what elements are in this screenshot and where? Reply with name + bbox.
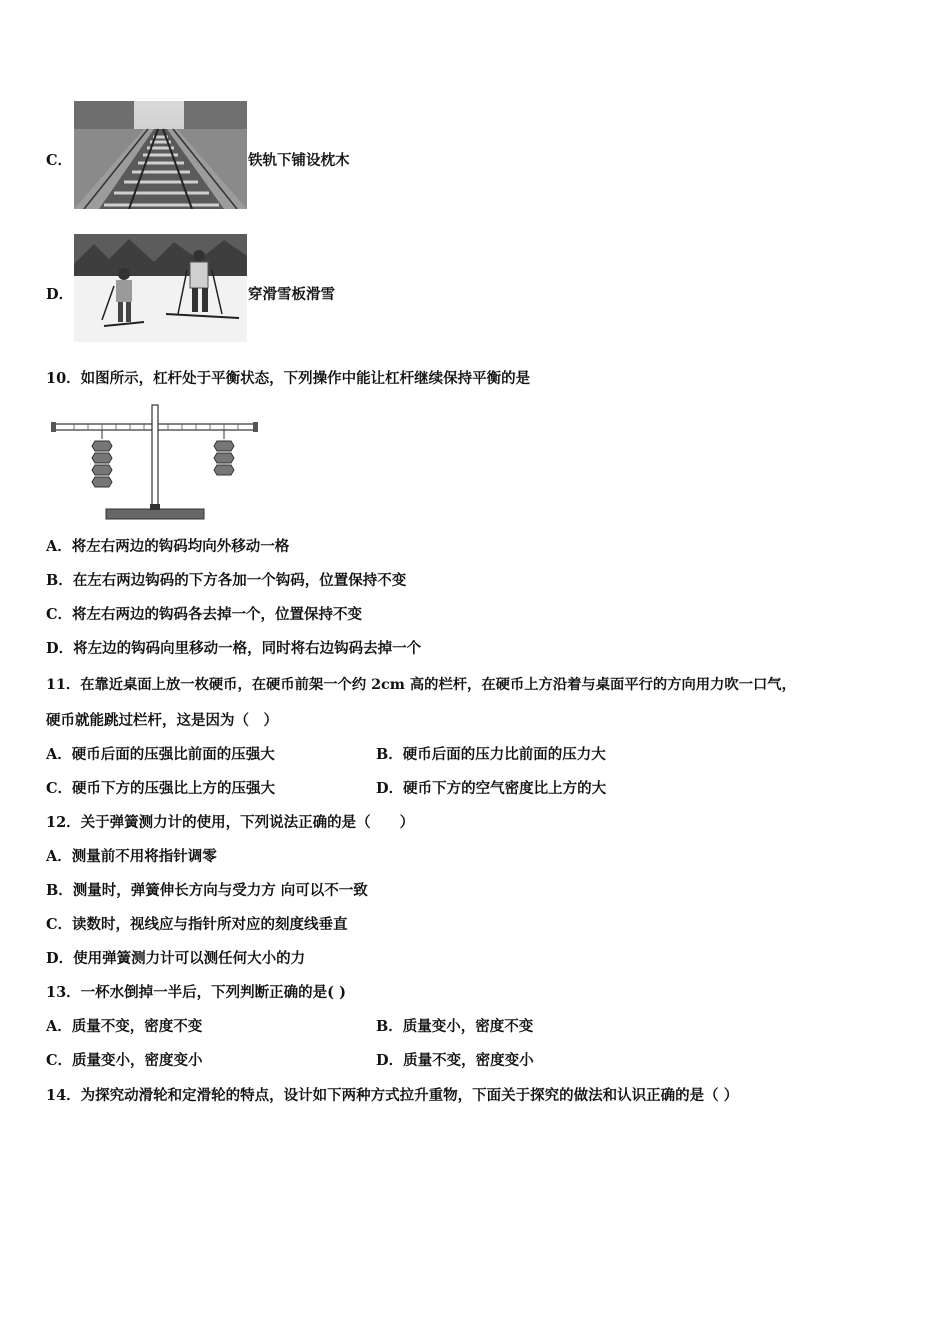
q11-option-b: B．硬币后面的压力比前面的压力大: [376, 746, 606, 763]
q12-option-b: B．测量时，弹簧伸长方向与受力方 向可以不一致: [46, 882, 368, 899]
q10-option-d: D．将左边的钩码向里移动一格，同时将右边钩码去掉一个: [46, 640, 422, 657]
skiing-image: [74, 234, 247, 342]
q12-option-a: A．测量前不用将指针调零: [46, 848, 217, 865]
option-d-letter: D．: [46, 286, 74, 303]
option-c-letter: C．: [46, 152, 73, 169]
q11-option-c: C．硬币下方的压强比上方的压强大: [46, 780, 276, 797]
q10-option-c: C．将左右两边的钩码各去掉一个，位置保持不变: [46, 606, 363, 623]
q12-option-d: D．使用弹簧测力计可以测任何大小的力: [46, 950, 306, 967]
q11-option-a: A．硬币后面的压强比前面的压强大: [46, 746, 275, 763]
q11-option-d: D．硬币下方的空气密度比上方的大: [376, 780, 607, 797]
q13-option-b: B．质量变小，密度不变: [376, 1018, 534, 1035]
q14-stem: 14．为探究动滑轮和定滑轮的特点，设计如下两种方式拉升重物，下面关于探究的做法和认识正确的是（ ）: [46, 1087, 739, 1104]
q10-stem: 10．如图所示，杠杆处于平衡状态，下列操作中能让杠杆继续保持平衡的是: [46, 370, 531, 387]
q13-stem: 13．一杯水倒掉一半后，下列判断正确的是( ): [46, 984, 346, 1001]
q13-option-c: C．质量变小，密度变小: [46, 1052, 203, 1069]
q10-option-a: A．将左右两边的钩码均向外移动一格: [46, 538, 290, 555]
option-d-text: 穿滑雪板滑雪: [248, 286, 335, 303]
q12-option-c: C．读数时，视线应与指针所对应的刻度线垂直: [46, 916, 348, 933]
q11-stem-line1: 11．在靠近桌面上放一枚硬币，在硬币前架一个约 2cm 高的栏杆，在硬币上方沿着与桌面平行的方向用力吹一口气，: [46, 677, 796, 693]
q13-option-d: D．质量不变，密度变小: [376, 1052, 534, 1069]
q11-stem-line2: 硬币就能跳过栏杆，这是因为（ ）: [46, 712, 278, 729]
q13-option-a: A．质量不变，密度不变: [46, 1018, 203, 1035]
railway-track-image: [74, 101, 247, 209]
q12-stem: 12．关于弹簧测力计的使用，下列说法正确的是（ ）: [46, 814, 415, 831]
q10-option-b: B．在左右两边钩码的下方各加一个钩码，位置保持不变: [46, 572, 407, 589]
option-c-text: 铁轨下铺设枕木: [248, 152, 350, 169]
lever-diagram: [46, 401, 262, 525]
